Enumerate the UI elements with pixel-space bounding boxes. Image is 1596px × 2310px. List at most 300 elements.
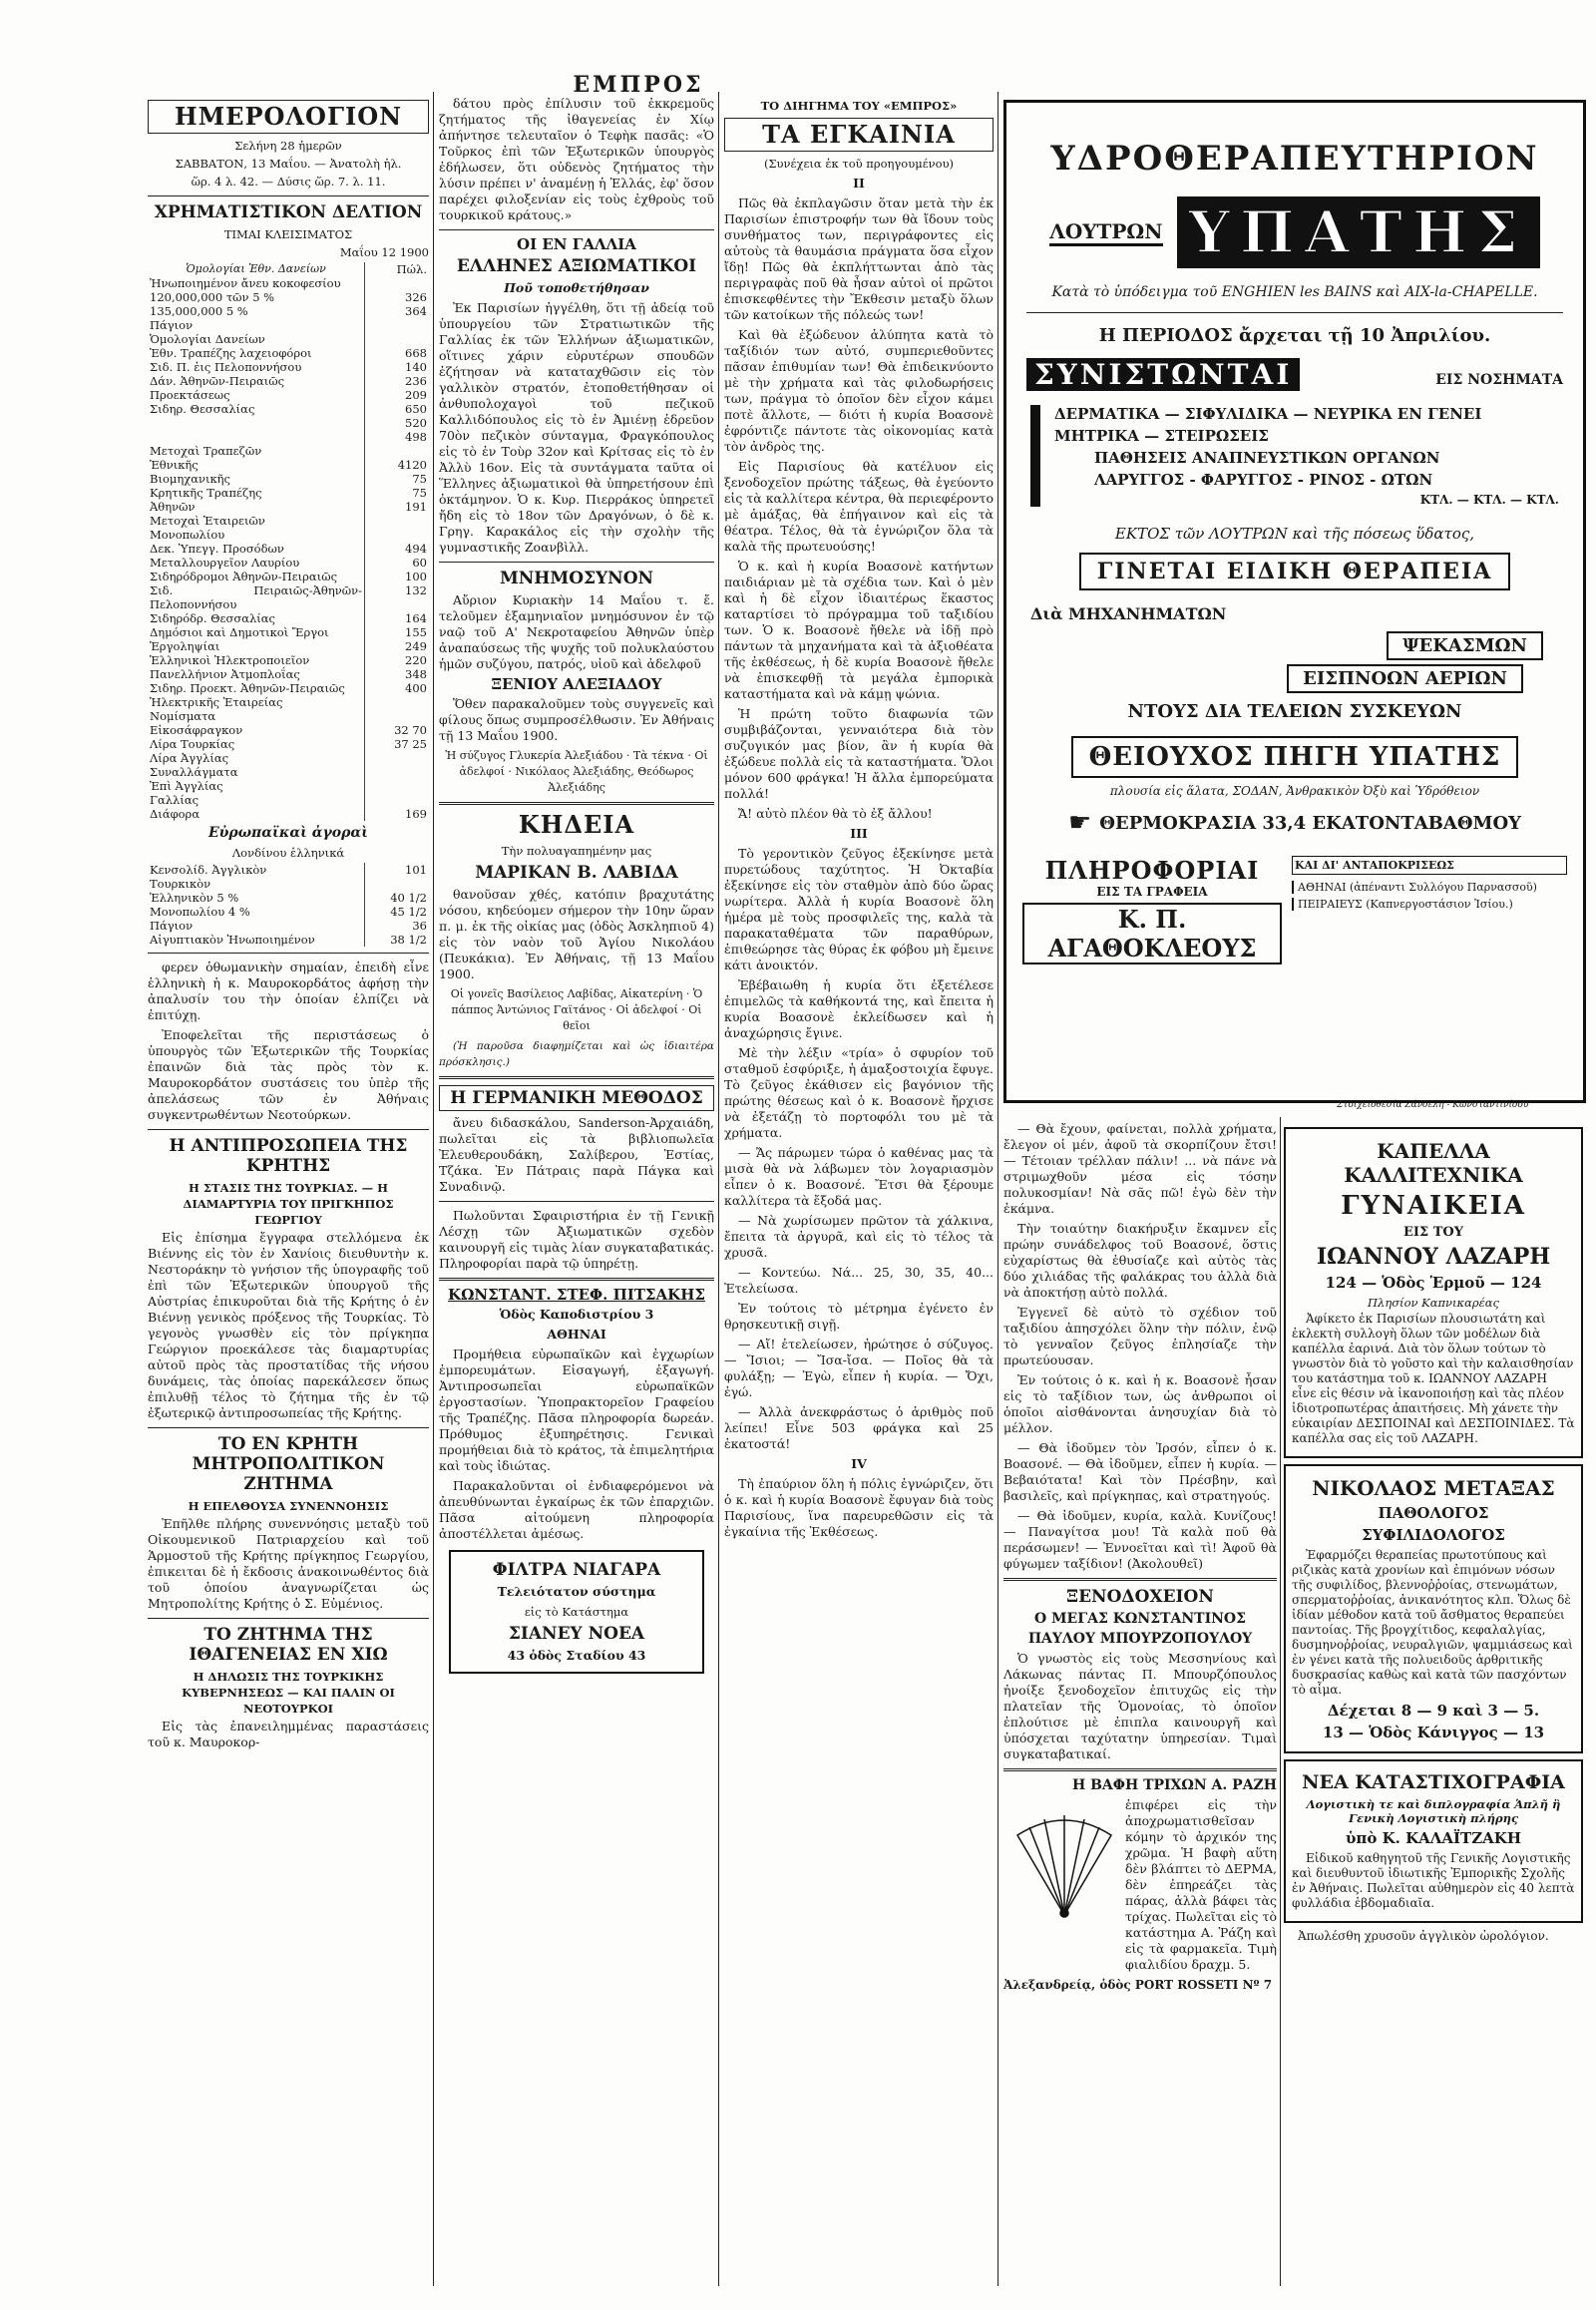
divider [1003, 1578, 1277, 1581]
paragraph: Ἡ πρώτη τοῦτο διαφωνία τῶν συμβιβάζονται, γενναιότερα διὰ τὸν συζυγικόν μας βίον, ἂν ἡ κυρία θὰ ἐξώδευε πολλὰ εἰς τὰ καταστήματα. Ὅλοι μόνον 600 φράγκα! Ἡ ἄλλα ἐμπορεύματα πολλά! [724, 706, 994, 801]
funeral-subtitle: Τὴν πολυαγαπημένην μας [501, 844, 652, 858]
paragraph: Ἄ! αὐτὸ πλέον θὰ τὸ ἐξ ἄλλου! [738, 806, 933, 821]
hydro-period: Η ΠΕΡΙΟΔΟΣ ἄρχεται τῇ 10 Ἀπριλίου. [1098, 325, 1491, 346]
hydro-special: ΓΙΝΕΤΑΙ ΕΙΔΙΚΗ ΘΕΡΑΠΕΙΑ [1079, 553, 1511, 590]
hydro-athens: ΑΘΗΝΑΙ (ἀπέναντι Συλλόγου Παρνασσοῦ) [1292, 881, 1567, 894]
column-5 [1284, 1127, 1583, 1947]
row-value: 236 [365, 374, 430, 388]
paragraph: Τὸ γεροντικὸν ζεῦγος ἐξεκίνησε μετὰ πυρετώδους ταχύτητος. Ἡ Ὀκταβία ἐξεκίνησε εἰς τὸν σταθμὸν ἀπὸ δύο ὥρας νωρίτερα. Ἀλλὰ ἡ κυρία Βοασονὲ ὅλη ἡμέρα μὲ τοὺς προσφιλεῖς της, καλὰ τὰ παρακαταθέματα τῶν παραθύρων, ἐπιθεώρησε τὰς θύρας ἐκ φόβου μὴ ἔμεινε κάτι ἀνοικτόν. [724, 846, 994, 972]
paragraph: Προμήθεια εὐρωπαϊκῶν καὶ ἐγχωρίων ἐμπορευμάτων. Εἰσαγωγή, ἐξαγωγή. Ἀντιπροσωπεῖαι εὐρωπαϊκῶν ἐργοστασίων. Ὑποπρακτορεῖον Γραφείου τῆς Τραπέζης. Πᾶσα πληροφορία δωρεάν. Πρόθυμος ἐξυπηρέτησις. Γενικαὶ προμήθειαι διὰ τὸ κράτος, τὰ ἐπιμελητήρια καὶ τοὺς ἰδιώτας. [439, 1347, 714, 1473]
story-part-number: IV [851, 1456, 867, 1471]
story-part-number: ΙΙ [853, 176, 865, 191]
story-part-number: ΙΙΙ [850, 826, 868, 841]
row-value: 400 [365, 681, 430, 695]
table-row [148, 556, 429, 570]
table-row [148, 290, 429, 304]
paragraph: Ἐγγενεῖ δὲ αὐτὸ τὸ σχέδιον τοῦ ταξιδίου ἀπησχόλει ὅλην τὴν πόλιν, ἐνῷ τὸ γενναῖον ζεῦγος ἐπλησίαζε τὴν πρωτεύουσαν. [1003, 1305, 1277, 1367]
hydrotherapy-ad [1003, 100, 1586, 1103]
memorial-title: ΜΝΗΜΟΣΥΝΟΝ [499, 569, 654, 588]
hydro-recommend-row [1026, 358, 1563, 391]
table-row [148, 751, 429, 765]
hydro-contact-block [1292, 856, 1567, 964]
chios-headline: ΤΟ ΖΗΤΗΜΑ ΤΗΣ ΙΘΑΓΕΝΕΙΑΣ ΕΝ ΧΙΩ [189, 1625, 388, 1665]
disease-item: ΜΗΤΡΙΚΑ — ΣΤΕΙΡΩΣΕΙΣ [1054, 427, 1269, 445]
paragraph: Τὴν τοιαύτην διακήρυξιν ἔκαμνεν εἷς πρώην συνάδελφος τοῦ Βοασονέ, ὅστις εὐχαρίστως θὰ ἐθυσίαζε καὶ αὐτὸς τὰς δύο χιλιάδας τῆς φαλάκρας του ἀλλὰ διὰ νὰ ἀποκτήσῃ αὐτὸ πολλά. [1003, 1221, 1277, 1300]
row-label: Σιδηρόδρομοι Ἀθηνῶν-Πειραιῶς [150, 570, 338, 583]
header-cell: Ὁμολογίαι Ἐθν. Δανείων [186, 262, 326, 275]
row-label: Ὁμολογίαι Δανείων [150, 332, 265, 346]
hydro-baths: ΛΟΥΤΡΩΝ [1049, 219, 1162, 246]
table-row [148, 891, 429, 905]
paragraph: Ἐν τούτοις ὁ κ. καὶ ἡ κ. Βοασονὲ ἦσαν εἰς τὸ ταξίδιον των, ὡς ἀνθρωποι οἱ ὁποῖοι αἰσθάνονται ἀνησυχίαν διὰ τὸ μέλλον. [1003, 1372, 1277, 1435]
hydro-name: ΥΠΑΤΗΣ [1177, 196, 1540, 268]
hydro-title: ΥΔΡΟΘΕΡΑΠΕΥΤΗΡΙΟΝ [1050, 139, 1539, 179]
row-label: Ἑλληνικὸν 5 % [150, 891, 239, 905]
disease-item: ΠΑΘΗΣΕΙΣ ΑΝΑΠΝΕΥΣΤΙΚΩΝ ΟΡΓΑΝΩΝ [1094, 449, 1440, 467]
row-value: 75 [365, 486, 430, 500]
paragraph: Ἐκ Παρισίων ἠγγέλθη, ὅτι τῇ ἀδείᾳ τοῦ ὑπουργείου τῶν Στρατιωτικῶν τῆς Γαλλίας ἐκ τῶν Ἑλλήνων ἀξιωματικῶν, οἵτινες χάριν εὐρυτέρων σπουδῶν ἐζήτησαν νὰ καταταχθῶσιν εἰς τὸν γαλλικὸν στρατόν, ἐτοποθετήθησαν οἱ ἀνθυπολοχαγοὶ τοῦ πεζικοῦ Καλλιδόπουλος εἰς τὸ ἐν Ἀμιένῃ ἑδρεῦον 70ὸν πεζικὸν σύνταγμα, Φραγκόπουλος εἰς τὸ ἐν Τοὺρ 32ον καὶ Κρίτσας εἰς τὸ ἐν Ἀλλὺ 16ον. Εἰς τὰ συντάγματα ταῦτα οἱ Ἕλληνες ἀξιωματικοὶ θὰ ὑπηρετήσουν ἐπὶ ὀκτάμηνον. Ὁ κ. Κυρ. Πιερράκος ὑπηρετεῖ ἤδη εἰς τὸ 18ον τῶν Δραγόνων, ὁ δὲ κ. Γρηγ. Καρακάλος εἰς τὴν σχολὴν τῆς γυμναστικῆς Ζοανβὶλλ. [439, 300, 714, 555]
paragraph: Εἰς Παρισίους θὰ κατέλυον εἰς ξενοδοχεῖον πρώτης τάξεως, θὰ ἐγεύοντο εἰς τὰ καλλίτερα κέντρα, θὰ περιεφέροντο μὲ ἁμάξας, θὰ ἐπήγαινον καὶ εἰς τὰ θέατρα. Τέλος, θὰ τὰ ἐγνώριζον ὅλα τὰ καλὰ τῆς πρωτευούσης! [724, 459, 994, 554]
divider [439, 1201, 714, 1202]
table-row [148, 402, 429, 416]
disease-item: ΚΤΛ. — ΚΤΛ. — ΚΤΛ. [1419, 493, 1559, 507]
paragraph: Ἐβέβαιωθη ἡ κυρία ὅτι ἐξετέλεσε ἐπιμελῶς τὰ καθήκοντά της, καὶ ἔπειτα ἡ κυρία Βοασονὲ ἐκλείδωσεν καὶ ἡ ἀναχώρησις ἔγινε. [724, 977, 994, 1040]
paragraph: Εἰδικοῦ καθηγητοῦ τῆς Γενικῆς Λογιστικῆς καὶ διευθυντοῦ ἰδιωτικῆς Ἐμπορικῆς Σχολῆς ἐν Ἀθήναις. Πωλεῖται αὐθημερὸν εἰς 40 λεπτὰ φυλλάδια ἑβδομαδιαῖα. [1292, 1851, 1575, 1910]
row-label: Ἐθνικῆς [150, 458, 199, 472]
bookkeeping-subtitle: Λογιστικὴ τε καὶ διπλογραφία Ἁπλῆ ἢ Γενικὴ Λογιστικὴ πλήρης [1306, 1797, 1561, 1825]
hydro-diseases [1030, 405, 1559, 507]
row-label: Πάγιον [150, 919, 194, 933]
row-value: 650 [365, 402, 430, 416]
row-label: Βιομηχανικῆς [150, 472, 230, 486]
row-value: 38 1/2 [365, 933, 430, 947]
france-subheadline: Ποῦ τοποθετήθησαν [504, 280, 649, 295]
row-value: 494 [365, 542, 430, 556]
row-value [365, 695, 430, 709]
row-value: 155 [365, 625, 430, 639]
hotel-owner: ΠΑΥΛΟΥ ΜΠΟΥΡΖΟΠΟΥΛΟΥ [1027, 1631, 1253, 1647]
divider [1003, 1768, 1277, 1771]
table-row [148, 765, 429, 779]
hats-ad [1284, 1127, 1583, 1458]
table-row [148, 905, 429, 919]
bulletin-title: ΧΡΗΜΑΤΙΣΤΙΚΟΝ ΔΕΛΤΙΟΝ [154, 202, 423, 222]
calendar-line: ὥρ. 4 λ. 42. — Δύσις ὥρ. 7. λ. 11. [191, 175, 386, 189]
hydro-temp-row [1006, 808, 1583, 838]
table-row [148, 458, 429, 472]
row-value [365, 793, 430, 807]
row-value [365, 276, 430, 290]
paragraph: Ἐπῆλθε πλήρης συνεννόησις μεταξὺ τοῦ Οἰκουμενικοῦ Πατριαρχείου καὶ τοῦ Ἁρμοστοῦ τῆς Κρήτης πρίγκηπος Γεωργίου, ἐπικειται δὲ ἡ ἔκδοσις ἀνακοινωθέντος διὰ τοῦ ὁποίου ἀναγνωρίζεται ὡς Μητροπολίτης Κρήτης ὁ Σ. Εὐμένιος. [148, 1516, 429, 1611]
row-label: Αἰγυπτιακὸν Ἠνωποιημένον [150, 933, 315, 947]
hair-dye-address: Ἀλεξανδρείᾳ, ὁδὸς PORT ROSSETI Nº 7 [1003, 1978, 1273, 1992]
row-value [365, 444, 430, 458]
column-2 [439, 96, 714, 2295]
row-label: Κενσολίδ. Ἀγγλικὸν [150, 863, 267, 877]
paragraph: Τὴ ἐπαύριον ὅλη ἡ πόλις ἐγνώριζεν, ὅτι ὁ κ. καὶ ἡ κυρία Βοασονὲ ἔφυγαν διὰ τοὺς Παρισίους, ἵνα παρευρεθῶσιν εἰς τὰ ἐγκαίνια τῆς Ἐκθέσεως. [724, 1476, 994, 1539]
table-row [148, 933, 429, 947]
hydro-inhale-row [1066, 664, 1523, 693]
hats-name: ΙΩΑΝΝΟΥ ΛΑΖΑΡΗ [1316, 1244, 1551, 1270]
row-value [365, 514, 430, 528]
hydro-recommended: ΣΥΝΙΣΤΩΝΤΑΙ [1026, 358, 1300, 391]
row-label: Δημόσιοι καὶ Δημοτικοὶ Ἔργοι [150, 625, 329, 639]
masthead: ΕΜΠΡΟΣ [573, 72, 704, 98]
calendar-line: Σελήνη 28 ἡμερῶν [234, 139, 342, 153]
niagara-title: ΦΙΛΤΡΑ ΝΙΑΓΑΡΑ [492, 1560, 661, 1580]
divider [1026, 312, 1563, 313]
row-label: Ἀθηνῶν [150, 500, 196, 514]
row-label: Σιδηρ. Προεκτ. Ἀθηνῶν-Πειραιῶς [150, 681, 345, 695]
hydro-machines: Διὰ ΜΗΧΑΝΗΜΑΤΩΝ [1030, 604, 1227, 623]
row-value: 101 [365, 863, 430, 877]
row-label [148, 416, 365, 430]
row-value [365, 332, 430, 346]
row-label: Ἠλεκτρικῆς Ἑταιρείας [150, 695, 283, 709]
row-value: 668 [365, 346, 430, 360]
doctor-address: 13 — Ὁδὸς Κάνιγγος — 13 [1322, 1724, 1545, 1741]
row-value: 164 [365, 611, 430, 625]
bulletin-subtitle: ΤΙΜΑΙ ΚΛΕΙΣΙΜΑΤΟΣ [223, 227, 353, 241]
divider [439, 1278, 714, 1281]
table-row [148, 709, 429, 723]
row-label: Δεκ. Ὑπεγγ. Προσόδων [150, 542, 284, 556]
bookkeeping-ad [1284, 1759, 1583, 1923]
doctor-name: ΝΙΚΟΛΑΟΣ ΜΕΤΑΞΑΣ [1312, 1476, 1555, 1500]
hydro-info-name: Κ. Π. ΑΓΑΘΟΚΛΕΟΥΣ [1022, 903, 1282, 964]
quotes-table [148, 262, 429, 821]
pitsakis-title: ΚΩΝΣΤΑΝΤ. ΣΤΕΦ. ΠΙΤΣΑΚΗΣ [448, 1286, 705, 1304]
table-header [148, 262, 429, 276]
row-value: 364 [365, 304, 430, 318]
row-label: Μεταλλουργεῖον Λαυρίου [150, 556, 300, 570]
paragraph: φερεν ὁθωμανικὴν σημαίαν, ἐπειδὴ εἶνε ἑλληνικὴ ἡ κ. Μαυροκορδάτος ἀφήσῃ τὴν ἀπαλυσίν του τὴν ὁποίαν ἐλπίζει νὰ ἐπιτύχῃ. [148, 960, 429, 1022]
paragraph: — Αἴ! ἐτελείωσεν, ἠρώτησε ὁ σύζυγος. — Ἴσιοι; — Ἴσα-ἴσα. — Ποῖος θὰ τὰ φυλάξῃ; — Ἐγὼ, εἶπεν ἡ κυρία. — Ὄχι, ἐγώ. [724, 1337, 994, 1399]
row-label: Ἐργοληψίαι [150, 639, 220, 653]
row-label: Γαλλίας [150, 793, 200, 807]
row-label: Τουρκικὸν [150, 877, 211, 891]
table-row [148, 318, 429, 332]
paragraph: — Θὰ ἔχουν, φαίνεται, πολλὰ χρήματα, ἔλεγον οἱ μέν, ἀφοῦ τὰ σκορπίζουν ἔτσι! — Τέτοιαν τρέλλαν πάλιν! ... νὰ πάνε νὰ στριμωχθοῦν μέσα εἰς τόσην πολυκοσμίαν! Νὰ σᾶς πῶ! ἐγὼ δὲν τὴν ἐκάμνα. [1003, 1121, 1277, 1216]
table-row [148, 919, 429, 933]
divider [148, 953, 429, 954]
paragraph: — Κοντεύω. Νά... 25, 30, 35, 40... Ἐτελείωσα. [724, 1265, 994, 1296]
row-label: Λίρα Ἀγγλίας [150, 751, 229, 765]
hydro-info-block [1022, 856, 1282, 964]
divider [439, 1076, 714, 1079]
divider [148, 1618, 429, 1619]
row-value: 37 25 [365, 737, 430, 751]
hotel-name: Ο ΜΕΓΑΣ ΚΩΝΣΤΑΝΤΙΝΟΣ [1033, 1611, 1247, 1627]
europe-table [148, 863, 429, 947]
paragraph: Ἐποφελεῖται τῆς περιστάσεως ὁ ὑπουργὸς τῶν Ἐξωτερικῶν τῆς Τουρκίας ἐπαινῶν διὰ τὰς πρὸς τὸν κ. Μαυροκορδάτον συστάσεις του ὑπὲρ τῆς ἀπελάσεως τῶν ἐν Ἀθήναις συγκεντρωθέντων Νεοτούρκων. [148, 1027, 429, 1122]
pitsakis-city: ΑΘΗΝΑΙ [547, 1327, 606, 1342]
chios-subheadline: Η ΔΗΛΩΣΙΣ ΤΗΣ ΤΟΥΡΚΙΚΗΣ ΚΥΒΕΡΝΗΣΕΩΣ — ΚΑΙ ΠΑΛΙΝ ΟΙ ΝΕΟΤΟΥΡΚΟΙ [182, 1670, 395, 1716]
row-value: 40 1/2 [365, 891, 430, 905]
row-label: Δάν. Ἀθηνῶν-Πειραιῶς [150, 374, 285, 388]
disease-item: ΔΕΡΜΑΤΙΚΑ — ΣΙΦΥΛΙΔΙΚΑ — ΝΕΥΡΙΚΑ ΕΝ ΓΕΝΕΙ [1054, 405, 1482, 423]
divider [439, 562, 714, 563]
column-4 [1003, 1121, 1277, 2286]
row-value: 36 [365, 919, 430, 933]
row-value: 140 [365, 360, 430, 374]
lost-notice: Ἀπωλέσθη χρυσοῦν ἀγγλικὸν ὡρολόγιον. [1298, 1929, 1549, 1943]
table-row [148, 374, 429, 388]
row-value [365, 877, 430, 891]
funeral-name: ΜΑΡΙΚΑΝ Β. ΛΑΒΙΔΑ [475, 863, 678, 883]
row-label: Σιδ. Πειραιῶς-Ἀθηνῶν-Πελοποννήσου [150, 583, 362, 611]
story-title: ΤΑ ΕΓΚΑΙΝΙΑ [724, 118, 994, 152]
row-label: Διάφορα [150, 807, 200, 821]
niagara-subtitle: Τελειότατον σύστημα [497, 1584, 656, 1599]
calendar-line: ΣΑΒΒΑΤΟΝ, 13 Μαΐου. — Ἀνατολὴ ἡλ. [175, 157, 402, 171]
row-label: Ἐθν. Τραπέζης λαχειοφόροι [150, 346, 312, 360]
paragraph: Καὶ θὰ ἐξώδευον ἀλύπητα κατὰ τὸ ταξίδιόν των αὐτό, συμπεριεθοῦντες πᾶσαν ἐπιθυμίαν των! Θὰ ἐπιδεικνύοντο μὲ τὴν χρήματα καὶ τὰς φιλοδωρήσεις των, πράγμα τὸ ὁποῖον δὲν εἶχον κάμει ποτὲ ἄλλοτε, — διότι ἡ κυρία Βοασονὲ ἐφρόντιζε πάντοτε τὰς οἰκονομίας κατὰ τὸν ἀνδρὸς της. [724, 327, 994, 454]
row-value [365, 751, 430, 765]
row-value: 169 [365, 807, 430, 821]
column-3 [724, 96, 994, 2295]
row-value: 209 [365, 388, 430, 402]
table-row [148, 625, 429, 639]
table-row [148, 360, 429, 374]
table-row [148, 276, 429, 290]
hydro-except: ΕΚΤΟΣ τῶν ΛΟΥΤΡΩΝ καὶ τῆς πόσεως ὕδατος, [1114, 525, 1475, 543]
row-label: Κρητικῆς Τραπέζης [150, 486, 262, 500]
memorial-signatories: Ἡ σύζυγος Γλυκερία Ἀλεξιάδου · Τὰ τέκνα · Οἱ ἀδελφοί · Νικόλαος Ἀλεξιάδης, Θεόδωρος Ἀλεξιάδης [445, 749, 708, 794]
doctor-title: ΠΑΘΟΛΟΓΟΣ [1378, 1504, 1489, 1522]
france-headline: ΟΙ ΕΝ ΓΑΛΛΙΑ [517, 235, 636, 253]
row-value [365, 318, 430, 332]
divider [439, 802, 714, 805]
hydro-piraeus: ΠΕΙΡΑΙΕΥΣ (Καπνεργοστάσιον Ἰσίου.) [1292, 898, 1567, 911]
paragraph: Ἀφίκετο ἐκ Παρισίων πλουσιωτάτη καὶ ἐκλεκτὴ συλλογὴ ὅλων τῶν μοδέλων διὰ καπέλλα ἐαρινά. Διὰ τὸν ὅλων τούτων τὸ γνωστὸν διὰ τὸ γοῦστο καὶ τὴν καλαισθησίαν του κατάστημα τοῦ κ. ΙΩΑΝΝΟΥ ΛΑΖΑΡΗ εἶνε εἰς θέσιν νὰ ἱκανοποιήσῃ καὶ τὰς πλέον ἰδιοτροπωτέρας ἀπαιτήσεις. Μὴ χάνετε τὴν εὐκαιρίαν ΔΕΣΠΟΙΝΑΙ καὶ ΔΕΣΠΟΙΝΙΔΕΣ. Τὰ καπέλλα σας εἰς τοῦ ΛΑΖΑΡΗ. [1292, 1312, 1575, 1445]
row-label: Ἐπὶ Ἀγγλίας [150, 779, 223, 793]
row-label: Μετοχαὶ Ἑταιρειῶν [150, 514, 265, 528]
hydro-douche: ΝΤΟΥΣ ΔΙΑ ΤΕΛΕΙΩΝ ΣΥΣΚΕΥΩΝ [1127, 701, 1462, 722]
row-value [365, 709, 430, 723]
table-row [148, 416, 429, 430]
table-row [148, 570, 429, 583]
divider [148, 1427, 429, 1428]
hydro-for-diseases: ΕΙΣ ΝΟΣΗΜΑΤΑ [1435, 372, 1563, 388]
row-value [365, 779, 430, 793]
row-label: Ἠνωποιημένον ἄνευ κοκοφεσίου [150, 276, 341, 290]
table-row [148, 583, 429, 611]
hair-dye-title: Η ΒΑΦΗ ΤΡΙΧΩΝ Α. ΡΑΖΗ [1071, 1777, 1277, 1793]
header-cell: Πώλ. [365, 262, 430, 276]
table-row [148, 472, 429, 486]
hair-dye-body [1003, 1797, 1277, 1977]
paragraph: Ἐφαρμόζει θεραπείας πρωτοτύπους καὶ ριζικὰς κατὰ χρονίων καὶ ἐπιμόνων νόσων τῆς συφιλίδος, βλεννοῤῥοίας, στενωμάτων, σπερματοῤῥοίας, ἀνικανότητος κλπ. Ὅλως δὲ ἰδίαν μέθοδον κατὰ τοῦ ἄσθματος θεραπεύει παντοίας. Τῆς βρογχίτιδος, κεφαλαλγίας, δυσμηνοῤῥοίας, νευραλγιῶν, ψαμμιάσεως καὶ ἐν γένει κατὰ τῆς πολυειδοῦς ἀρθριτικῆς δυσκρασίας καθὼς καὶ κατὰ τῶν πασχόντων τὸ αἷμα. [1292, 1548, 1573, 1697]
row-label: 120,000,000 τῶν 5 % [150, 290, 275, 304]
bookkeeping-title: ΝΕΑ ΚΑΤΑΣΤΙΧΟΓΡΑΦΙΑ [1302, 1771, 1565, 1793]
row-value: 326 [365, 290, 430, 304]
table-row [148, 695, 429, 709]
row-value [365, 528, 430, 542]
series-title: ΤΟ ΔΙΗΓΗΜΑ ΤΟΥ «ΕΜΠΡΟΣ» [760, 99, 958, 113]
hydro-sprays-row [1046, 631, 1543, 660]
hydro-spring-row [1006, 736, 1583, 778]
table-row [148, 514, 429, 528]
row-value: 249 [365, 639, 430, 653]
row-label: Μονοπωλίου [150, 528, 225, 542]
europe-body [148, 863, 429, 947]
hydro-inhale: ΕΙΣΠΝΟΩΝ ΑΕΡΙΩΝ [1287, 664, 1523, 693]
row-label: Εἰκοσάφραγκον [150, 723, 243, 737]
france-headline-2: ΕΛΛΗΝΕΣ ΑΞΙΩΜΑΤΙΚΟΙ [456, 256, 697, 276]
hats-at: ΕΙΣ ΤΟΥ [1403, 1225, 1463, 1240]
paragraph: Ὁ κ. καὶ ἡ κυρία Βοασονὲ κατήντων παιδιάριαν μὲ τὰ σχέδια των. Καὶ ὁ μὲν καὶ ἡ δὲ εἶχον ἰδιαιτέρως ἕκαστος καταρτίσει τὸ πρόγραμμα τοῦ ταξιδίου των. Ὁ κ. Βοασονὲ ἤθελε νὰ ἰδῇ πρὸ πάντων τὰ μηχανήματα καὶ τὰ ἀξιοθέατα τῆς ἐκθέσεως, ἡ δὲ κυρία Βοασονὲ ἤθελε νὰ ἐπισκεφθῇ τὰ μεγάλα ἐμπορικὰ καταστήματα καὶ νὰ κάμῃ ψώνια. [724, 559, 994, 701]
column-rule [1280, 1117, 1281, 2286]
paragraph: — Ἀλλὰ ἀνεκφράστως ὁ ἀριθμὸς ποῦ λείπει! Εἶνε 503 φράγκα καὶ 25 ἑκατοστά! [724, 1404, 994, 1451]
table-row [148, 807, 429, 821]
niagara-subtitle-2: εἰς τὸ Κατάστημα [524, 1605, 629, 1619]
table-row [148, 877, 429, 891]
fan-icon [1009, 1805, 1119, 1925]
metropolitan-headline: ΤΟ ΕΝ ΚΡΗΤΗ ΜΗΤΡΟΠΟΛΙΤΙΚΟΝ ΖΗΤΗΜΑ [192, 1434, 385, 1494]
row-label: 135,000,000 5 % [150, 304, 248, 318]
paragraph: Ἐν τούτοις τὸ μέτρημα ἐγένετο ἐν θρησκευτικῇ σιγῇ. [724, 1301, 994, 1332]
row-label: Νομίσματα [150, 709, 216, 723]
paragraph: θανοῦσαν χθές, κατόπιν βραχυτάτης νόσου, κηδεύομεν σήμερον τὴν 10ην ὥραν π. μ. ἐκ τῆς οἰκίας μας (ὁδὸς Ἀσκληπιοῦ 4) εἰς τὸν ναὸν τοῦ Ἁγίου Νικολάου (Πευκάκια). Ἐν Ἀθήναις, τῇ 13 Μαΐου 1900. [439, 887, 714, 981]
row-value: 520 [365, 416, 430, 430]
column-rule [433, 92, 434, 2286]
niagara-name: ΣΙΑΝΕΥ ΝΟΕΑ [508, 1624, 645, 1644]
table-row [148, 304, 429, 318]
niagara-ad [449, 1550, 704, 1674]
paragraph: — Ἄς πάρωμεν τώρα ὁ καθένας μας τὰ μισὰ θὰ νὰ λάβωμεν τὸν λογαριασμὸν εἶπεν ὁ κ. Βοασονέ. Ἔτσι θὰ ξέρουμε καλλίτερα τὰ ἔξοδά μας. [724, 1145, 994, 1208]
row-label: Συναλλάγματα [150, 765, 238, 779]
paragraph: Εἰς ἐπίσημα ἔγγραφα στελλόμενα ἐκ Βιέννης εἰς τὸν ἐν Χανίοις διευθυντὴν κ. Νεστοράκην τὸ γνήσιον τῆς ὑπογραφῆς τοῦ ἐπὶ τῶν Ἐξωτερικῶν ὑπουργοῦ τῆς Αὐστρίας ἐπικυροῦται διὰ τῆς Κρήτης ὁ ἐν Βιέννῃ γενικὸς πρόξενος τῆς Τουρκίας. Τὸ γεγονὸς γνωσθὲν εἰς τὸν πρίγκηπα Γεώργιον προεκάλεσε τὰς διαμαρτυρίας αὐτοῦ πρὸς τὰς προστατίδας τῆς νήσου δυνάμεις, τὰς ὁποίας παρεκάλεσεν ὅπως ἐπιλυθῇ τέλος τὸ ζήτημα τῆς ἐν τῷ ἐξωτερικῷ ἀντιπροσωπείας τῆς Κρήτης. [148, 1230, 429, 1420]
row-value: 100 [365, 570, 430, 583]
hydro-special-row [1006, 553, 1583, 590]
niagara-address: 43 ὁδὸς Σταδίου 43 [507, 1648, 646, 1663]
row-value: 220 [365, 653, 430, 667]
crete-headline: Η ΑΝΤΙΠΡΟΣΩΠΕΙΑ ΤΗΣ ΚΡΗΤΗΣ [169, 1136, 408, 1176]
disease-item: ΛΑΡΥΓΓΟΣ - ΦΑΡΥΓΓΟΣ - ΡΙΝΟΣ - ΩΤΩΝ [1094, 471, 1433, 489]
paragraph: ἄνευ διδασκάλου, Sanderson-Ἀρχαιάδη, πωλεῖται εἰς τὰ βιβλιοπωλεῖα Ἐλευθερουδάκη, Σαλίβερου, Ἑστίας, Τζάκα. Ἐν Πάτραις παρὰ Πάγκα καὶ Συναδινῷ. [439, 1115, 714, 1194]
calendar-title: ΗΜΕΡΟΛΟΓΙΟΝ [148, 100, 429, 134]
row-label: Μονοπωλίου 4 % [150, 905, 250, 919]
row-value: 60 [365, 556, 430, 570]
row-label: Λίρα Τουρκίας [150, 737, 235, 751]
table-row [148, 542, 429, 556]
pointing-hand-icon: ☛ [1067, 808, 1092, 838]
quotes-body [148, 276, 429, 821]
paragraph: Ὁ γνωστὸς εἰς τοὺς Μεσσηνίους καὶ Λάκωνας πάντας Π. Μπουρζόπουλος ἠνοίξε ξενοδοχεῖον ἐπιτυχῶς εἰς τὴν πλατεῖαν τῆς Ὁμονοίας, τὸ ὁποῖον ἐπλούτισε μὲ ἐπιπλα καινουργῆ καὶ ὑπόσχεται ταχύτατην ὑπηρεσίαν. Τιμαὶ συγκαταβατικαί. [1003, 1651, 1277, 1761]
table-row [148, 723, 429, 737]
table-row [148, 388, 429, 402]
paragraph: — Θὰ ἰδοῦμεν τὸν Ἰρσόν, εἶπεν ὁ κ. Βοασονέ. — Θὰ ἰδοῦμεν, εἶπεν ἡ κυρία. — Βεβαιότατα! Καὶ τὸν Πρέσβην, καὶ βασιλεῖς, καὶ πρίγκηπας, καὶ στρατηγούς. [1003, 1440, 1277, 1503]
row-label: Πανελλήνιον Ἀτμοπλοΐας [150, 667, 300, 681]
row-value: 132 [365, 583, 430, 611]
hydro-name-row [1006, 196, 1583, 268]
paragraph: Πῶς θὰ ἐκπλαγῶσιν ὅταν μετὰ τὴν ἐκ Παρισίων ἐπιστροφήν των θὰ ἴδουν τοὺς συνθήματος των, περιγράφοντες εἰς αὐτοὺς τὰ θαυμάσια πράγματα ὅσα εἶχον ἴδῃ! Πῶς θὰ ἐκπλήττωνται ἀπὸ τὰς περιγραφὰς ποῦ θὰ ἦσαν αὐτοὶ οἱ πρῶτοι ἐπισκεφθέντες τὴν Ἔκθεσιν μεταξὺ ὅλων τῶν κατοίκων τῆς πόλεώς των! [724, 195, 994, 322]
hats-title: ΚΑΠΕΛΛΑ ΚΑΛΛΙΤΕΧΝΙΚΑ [1344, 1139, 1523, 1187]
table-row [148, 444, 429, 458]
row-label: Σιδ. Π. ἐις Πελοποννήσου [150, 360, 302, 374]
table-row [148, 667, 429, 681]
table-row [148, 528, 429, 542]
paragraph: Πωλοῦνται Σφαιριστήρια ἐν τῇ Γενικῇ Λέσχῃ τῶν Ἀξιωματικῶν σχεδὸν καινουργῆ εἰς τιμὰς λίαν συγκαταβατικάς. Πληροφορίαι παρὰ τῷ ὑπηρέτῃ. [439, 1208, 714, 1271]
paragraph: — Θὰ ἰδοῦμεν, κυρία, καλὰ. Κυνίζους! — Παναγίτσα μου! Τὰ καλὰ ποῦ θὰ περάσωμεν! — Ἐννοεῖται καὶ τὶ! Ἀφοῦ θὰ φύγωμεν ταξίδιον! (Ἀκολουθεῖ) [1003, 1508, 1277, 1571]
row-label: Μετοχαὶ Τραπεζῶν [150, 444, 262, 458]
bulletin-date: Μαΐου 12 1900 [339, 245, 429, 259]
divider [439, 229, 714, 230]
row-value: 75 [365, 472, 430, 486]
crete-subheadline: Η ΣΤΑΣΙΣ ΤΗΣ ΤΟΥΡΚΙΑΣ. — Η ΔΙΑΜΑΡΤΥΡΙΑ ΤΟΥ ΠΡΙΓΚΗΠΟΣ ΓΕΩΡΓΙΟΥ [183, 1181, 394, 1227]
story-subtitle: (Συνέχεια ἐκ τοῦ προηγουμένου) [763, 157, 955, 171]
row-label: Σιδηρόδρ. Θεσσαλίας [150, 611, 275, 625]
row-label [148, 430, 365, 444]
table-row [148, 737, 429, 751]
hydro-spring-note: πλουσία εἰς ἅλατα, ΣΟΔΑΝ, Ἀνθρακικὸν Ὀξὺ καὶ Ὑδρόθειον [1109, 784, 1480, 798]
paragraph: Μὲ τὴν λέξιν «τρία» ὁ σφυρίον τοῦ σταθμοῦ ἐσφύριξε, ἡ ἁμαξοστοιχία ἔφυγε. Τὸ ζεῦγος ἐκάθισεν εἰς βαγόνιον τῆς πρώτης θέσεως καὶ ὁ κ. Βοασονὲ ἤρχισε νὰ ἐξετάζῃ τὸ πορτοφόλι του μὲ τὰ χρήματα. [724, 1045, 994, 1140]
hats-title-2: ΓΥΝΑΙΚΕΙΑ [1341, 1191, 1526, 1221]
funeral-note: (Ἡ παροῦσα διαφημίζεται καὶ ὡς ἰδιαιτέρα πρόσκλησις.) [439, 1040, 714, 1068]
hydro-model: Κατὰ τὸ ὑπόδειγμα τοῦ ENGHIEN les BAINS καὶ AIX-la-CHAPELLE. [1051, 284, 1538, 300]
hats-near: Πλησίον Καπνικαρέας [1368, 1296, 1499, 1310]
row-value: 191 [365, 500, 430, 514]
row-label: Σιδηρ. Θεσσαλίας [150, 402, 255, 416]
funeral-signatories: Οἱ γονεῖς Βασίλειος Λαβίδας, Αἰκατερίνη · Ὁ πάππος Ἀντώνιος Γαϊτάνος · Οἱ ἀδελφοί · Οἱ θεῖοι [450, 987, 703, 1032]
europe-subtitle: Λονδίνου ἑλληνικά [231, 846, 345, 860]
column-1 [148, 96, 429, 2295]
hydro-reply: ΚΑΙ ΔΙ' ΑΝΤΑΠΟΚΡΙΣΕΩΣ [1292, 856, 1567, 875]
row-value: 32 70 [365, 723, 430, 737]
table-row [148, 611, 429, 625]
paragraph: δάτου πρὸς ἐπίλυσιν τοῦ ἐκκρεμοῦς ζητήματος τῆς ἰθαγενείας ἐν Χίῳ ἀπήντησε τελευταῖον ὁ Τεφὴκ πασᾶς: «Ὁ Τοῦρκος ἐπὶ τῶν Ἐξωτερικῶν ὑπουργὸς ἐδήλωσεν, ὅτι οὐδενὸς ζητήματος τὴν λύσιν πρέπει ν' ἀναμένῃ ἡ Ἑλλάς, ἐφ' ὅσον παρέχει φιλοξενίαν εἰς τοὺς ἐχθροὺς τοῦ τουρκικοῦ κράτους.» [439, 96, 714, 222]
memorial-name: ΞΕΝΙΟΥ ΑΛΕΞΙΑΔΟΥ [491, 675, 662, 693]
row-label: Πάγιον [150, 318, 194, 332]
doctor-ad [1284, 1464, 1583, 1753]
bookkeeping-author: ὑπὸ Κ. ΚΑΛΑΪΤΖΑΚΗ [1345, 1829, 1522, 1847]
doctor-hours: Δέχεται 8 — 9 καὶ 3 — 5. [1327, 1702, 1540, 1720]
row-label: Ἑλληνικοὶ Ἠλεκτροποιεῖον [150, 653, 310, 667]
pitsakis-address: Ὁδὸς Καποδιστρίου 3 [499, 1307, 654, 1322]
hydro-sprays: ΨΕΚΑΣΜΩΝ [1387, 631, 1543, 660]
paragraph: Παρακαλοῦνται οἱ ἐνδιαφερόμενοι νὰ ἀπευθύνωνται ἐγκαίρως ἐκ τῶν ἐπαρχιῶν. Πᾶσα αἰτούμενη πληροφορία ἀποστέλλεται ἀμέσως. [439, 1478, 714, 1541]
table-row [148, 681, 429, 695]
hotel-title: ΞΕΝΟΔΟΧΕΙΟΝ [1066, 1587, 1214, 1607]
hydro-info-row [1022, 856, 1567, 964]
paragraph: — Νὰ χωρίσωμεν πρῶτον τὰ χάλκινα, ἔπειτα τὰ ἀργυρᾶ, καὶ εἰς τὸ τέλος τὰ χρυσᾶ. [724, 1213, 994, 1260]
table-row [148, 793, 429, 807]
row-value: 4120 [365, 458, 430, 472]
row-value [365, 765, 430, 779]
table-row [148, 346, 429, 360]
table-row [148, 639, 429, 653]
table-row [148, 779, 429, 793]
german-method-title: Η ΓΕΡΜΑΝΙΚΗ ΜΕΘΟΔΟΣ [439, 1085, 714, 1111]
row-value: 45 1/2 [365, 905, 430, 919]
table-row [148, 430, 429, 444]
doctor-title-2: ΣΥΦΙΛΙΔΟΛΟΓΟΣ [1362, 1526, 1505, 1544]
europe-title: Εὐρωπαϊκαὶ ἀγοραὶ [208, 825, 368, 841]
divider [148, 195, 429, 196]
table-row [148, 653, 429, 667]
row-value: 498 [365, 430, 430, 444]
hydro-spring: ΘΕΙΟΥΧΟΣ ΠΗΓΗ ΥΠΑΤΗΣ [1071, 736, 1519, 778]
row-value: 348 [365, 667, 430, 681]
table-row [148, 486, 429, 500]
paragraph: ἐπιφέρει εἰς τὴν ἀποχρωματισθεῖσαν κόμην τὸ ἀρχικόν της χρῶμα. Ἡ βαφὴ αὕτη δὲν βλάπτει τὸ ΔΕΡΜΑ, δὲν ἐπηρεάζει τὰς πάρας, ἀλλὰ βάφει τὰς τρίχας. Πωλεῖται εἰς τὸ κατάστημα Α. Ῥάζη καὶ εἰς τὰ φαρμακεῖα. Τιμὴ φιαλιδίου δραχμ. 5. [1125, 1797, 1277, 1972]
table-row [148, 500, 429, 514]
printer-credit: Στοιχειοθεσία Ζάνδελη - Κωνσταντινίδου [1337, 1100, 1529, 1110]
hydro-temp: ΘΕΡΜΟΚΡΑΣΙΑ 33,4 ΕΚΑΤΟΝΤΑΒΑΘΜΟΥ [1099, 812, 1521, 834]
divider [148, 1129, 429, 1130]
hydro-info: ΠΛΗΡΟΦΟΡΙΑΙ [1044, 856, 1260, 885]
